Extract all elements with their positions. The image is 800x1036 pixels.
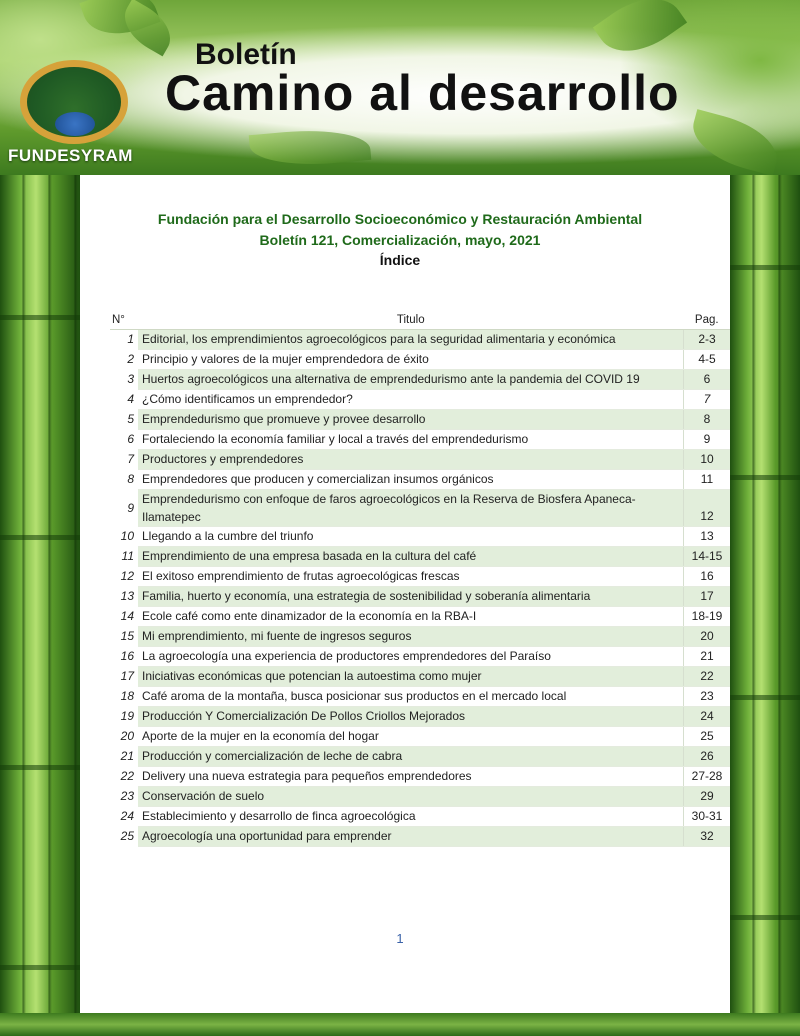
row-number: 4 (110, 390, 138, 410)
table-row (110, 647, 730, 667)
row-page: 13 (684, 527, 731, 547)
table-row (110, 370, 730, 390)
row-number: 8 (110, 470, 138, 490)
row-title: Fortaleciendo la economía familiar y local a través del emprendedurismo (138, 430, 684, 450)
row-title: Aporte de la mujer en la economía del hogar (138, 727, 684, 747)
row-number: 18 (110, 687, 138, 707)
row-number: 5 (110, 410, 138, 430)
row-title: Editorial, los emprendimientos agroecológicos para la seguridad alimentaria y económica (138, 330, 684, 350)
table-row (110, 350, 730, 370)
row-number: 20 (110, 727, 138, 747)
row-title: Café aroma de la montaña, busca posicionar sus productos en el mercado local (138, 687, 684, 707)
table-row (110, 430, 730, 450)
row-number: 2 (110, 350, 138, 370)
row-page: 2-3 (684, 330, 731, 350)
header-banner (0, 0, 800, 175)
row-title: Familia, huerto y economía, una estrategia de sostenibilidad y soberanía alimentaria (138, 587, 684, 607)
bamboo-left-decoration (0, 175, 80, 1036)
table-row (110, 330, 730, 350)
row-page: 22 (684, 667, 731, 687)
row-number: 12 (110, 567, 138, 587)
banner-title-small: Boletín (195, 38, 297, 71)
document-page (80, 175, 730, 1013)
index-table (110, 311, 730, 847)
leaf-decoration (249, 125, 372, 170)
brand-name: FUNDESYRAM (8, 146, 133, 165)
row-number: 6 (110, 430, 138, 450)
row-page: 10 (684, 450, 731, 470)
column-header-number: N° (110, 311, 138, 330)
row-number: 3 (110, 370, 138, 390)
row-title: Ecole café como ente dinamizador de la economía en la RBA-I (138, 607, 684, 627)
table-row (110, 687, 730, 707)
row-number: 25 (110, 827, 138, 847)
row-number: 16 (110, 647, 138, 667)
table-row (110, 727, 730, 747)
table-row (110, 787, 730, 807)
row-number: 14 (110, 607, 138, 627)
row-page: 25 (684, 727, 731, 747)
row-title: Producción y comercialización de leche de cabra (138, 747, 684, 767)
table-row (110, 667, 730, 687)
row-title: Iniciativas económicas que potencian la autoestima como mujer (138, 667, 684, 687)
row-page: 23 (684, 687, 731, 707)
row-number: 24 (110, 807, 138, 827)
row-title: Huertos agroecológicos una alternativa de emprendedurismo ante la pandemia del COVID 19 (138, 370, 684, 390)
table-row (110, 707, 730, 727)
bottom-decoration (0, 1013, 800, 1036)
banner-title: Camino al desarrollo (165, 65, 680, 121)
leaf-decoration (686, 109, 785, 175)
row-title: Principio y valores de la mujer emprendedora de éxito (138, 350, 684, 370)
row-title: Emprendimiento de una empresa basada en la cultura del café (138, 547, 684, 567)
row-page: 27-28 (684, 767, 731, 787)
row-number: 19 (110, 707, 138, 727)
row-page: 32 (684, 827, 731, 847)
row-title: Productores y emprendedores (138, 450, 684, 470)
row-page: 6 (684, 370, 731, 390)
row-title: Llegando a la cumbre del triunfo (138, 527, 684, 547)
row-title: Agroecología una oportunidad para emprender (138, 827, 684, 847)
row-title: Delivery una nueva estrategia para pequeños emprendedores (138, 767, 684, 787)
organization-name: Fundación para el Desarrollo Socioeconómico y Restauración Ambiental (157, 211, 643, 227)
column-header-title: Titulo (138, 311, 684, 330)
table-row (110, 490, 730, 527)
table-row (110, 607, 730, 627)
row-number: 23 (110, 787, 138, 807)
row-page: 30-31 (684, 807, 731, 827)
row-number: 21 (110, 747, 138, 767)
row-title: Emprendedurismo con enfoque de faros agroecológicos en la Reserva de Biosfera Apaneca-Ilamatepec (138, 490, 684, 527)
table-header-row (110, 311, 730, 330)
row-number: 17 (110, 667, 138, 687)
index-heading: Índice (379, 252, 421, 268)
row-title: El exitoso emprendimiento de frutas agroecológicas frescas (138, 567, 684, 587)
row-page: 20 (684, 627, 731, 647)
row-title: ¿Cómo identificamos un emprendedor? (138, 390, 684, 410)
table-row (110, 547, 730, 567)
row-title: Emprendedores que producen y comercializan insumos orgánicos (138, 470, 684, 490)
row-page: 4-5 (684, 350, 731, 370)
row-page: 26 (684, 747, 731, 767)
table-row (110, 807, 730, 827)
table-row (110, 450, 730, 470)
table-row (110, 567, 730, 587)
row-number: 13 (110, 587, 138, 607)
row-page: 12 (684, 490, 731, 527)
bulletin-subtitle: Boletín 121, Comercialización, mayo, 2021 (259, 232, 541, 248)
row-title: La agroecología una experiencia de productores emprendedores del Paraíso (138, 647, 684, 667)
row-page: 18-19 (684, 607, 731, 627)
row-page: 9 (684, 430, 731, 450)
row-page: 21 (684, 647, 731, 667)
page-number: 1 (396, 931, 404, 946)
table-row (110, 470, 730, 490)
column-header-page: Pag. (684, 311, 731, 330)
row-number: 22 (110, 767, 138, 787)
table-row (110, 747, 730, 767)
row-page: 29 (684, 787, 731, 807)
row-page: 24 (684, 707, 731, 727)
row-number: 7 (110, 450, 138, 470)
table-row (110, 767, 730, 787)
table-row (110, 827, 730, 847)
row-title: Conservación de suelo (138, 787, 684, 807)
bamboo-right-decoration (730, 175, 800, 1036)
table-row (110, 390, 730, 410)
row-title: Mi emprendimiento, mi fuente de ingresos seguros (138, 627, 684, 647)
row-title: Producción Y Comercialización De Pollos Criollos Mejorados (138, 707, 684, 727)
row-number: 1 (110, 330, 138, 350)
row-title: Establecimiento y desarrollo de finca agroecológica (138, 807, 684, 827)
table-row (110, 587, 730, 607)
row-title: Emprendedurismo que promueve y provee desarrollo (138, 410, 684, 430)
logo-water-drop-icon (55, 112, 95, 136)
row-number: 10 (110, 527, 138, 547)
leaf-decoration (593, 0, 687, 68)
row-page: 14-15 (684, 547, 731, 567)
row-number: 15 (110, 627, 138, 647)
row-number: 11 (110, 547, 138, 567)
table-row (110, 410, 730, 430)
row-number: 9 (110, 490, 138, 527)
row-page: 16 (684, 567, 731, 587)
row-page: 11 (684, 470, 731, 490)
table-row (110, 627, 730, 647)
row-page: 8 (684, 410, 731, 430)
row-page: 7 (684, 390, 731, 410)
row-page: 17 (684, 587, 731, 607)
table-row (110, 527, 730, 547)
